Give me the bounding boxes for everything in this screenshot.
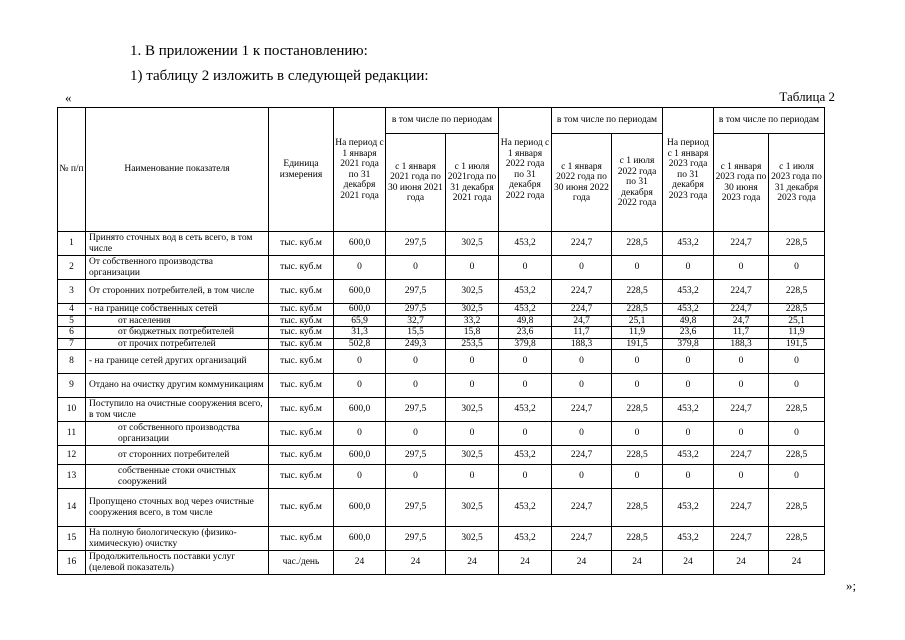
row-value: 600,0 (334, 527, 386, 551)
row-value: 0 (499, 256, 552, 280)
table-row (58, 280, 825, 304)
row-value: 0 (386, 422, 446, 446)
table-row (58, 232, 825, 256)
row-value: 0 (769, 350, 825, 374)
row-indicator-name: Продолжительность поставки услуг (целевой показатель) (86, 551, 269, 575)
row-value: 0 (714, 465, 769, 489)
row-value: 228,5 (769, 398, 825, 422)
header-period-2023: На период с 1 января 2023 года по 31 декабря 2023 года (663, 108, 714, 232)
row-value: 49,8 (663, 315, 714, 327)
header-period-2022: На период с 1 января 2022 года по 31 декабря 2022 года (499, 108, 552, 232)
table-row (58, 304, 825, 316)
row-value: 302,5 (446, 280, 499, 304)
row-value: 228,5 (769, 304, 825, 316)
row-value: 453,2 (663, 280, 714, 304)
row-indicator-name: от собственного производства организации (86, 422, 269, 446)
row-value: 224,7 (714, 527, 769, 551)
row-value: 453,2 (499, 304, 552, 316)
table-row (58, 327, 825, 339)
row-value: 253,5 (446, 338, 499, 350)
row-value: 32,7 (386, 315, 446, 327)
row-value: 453,2 (499, 280, 552, 304)
row-number: 5 (58, 315, 86, 327)
row-value: 24 (499, 551, 552, 575)
row-value: 453,2 (663, 232, 714, 256)
table-row (58, 551, 825, 575)
table-row (58, 446, 825, 465)
row-number: 3 (58, 280, 86, 304)
header-name: Наименование показателя (86, 108, 269, 232)
row-value: 23,6 (663, 327, 714, 339)
table-row (58, 338, 825, 350)
row-unit: тыс. куб.м (269, 256, 334, 280)
row-value: 0 (334, 256, 386, 280)
row-value: 0 (386, 350, 446, 374)
row-value: 453,2 (663, 527, 714, 551)
row-value: 24 (552, 551, 612, 575)
row-value: 228,5 (612, 304, 663, 316)
row-value: 0 (714, 422, 769, 446)
row-value: 24 (446, 551, 499, 575)
row-value: 224,7 (552, 489, 612, 527)
table-row (58, 422, 825, 446)
header-period-2021: На период с 1 января 2021 года по 31 декабря 2021 года (334, 108, 386, 232)
row-value: 0 (714, 256, 769, 280)
row-value: 224,7 (714, 280, 769, 304)
row-indicator-name: от прочих потребителей (86, 338, 269, 350)
row-value: 224,7 (714, 232, 769, 256)
header-h2-2021: с 1 июля 2021года по 31 декабря 2021 года (446, 134, 499, 232)
row-value: 297,5 (386, 489, 446, 527)
row-value: 0 (769, 256, 825, 280)
row-value: 224,7 (714, 489, 769, 527)
row-indicator-name: от населения (86, 315, 269, 327)
row-value: 453,2 (663, 446, 714, 465)
row-value: 228,5 (769, 489, 825, 527)
row-value: 297,5 (386, 398, 446, 422)
row-value: 11,7 (552, 327, 612, 339)
row-number: 10 (58, 398, 86, 422)
row-unit: тыс. куб.м (269, 465, 334, 489)
row-indicator-name: От собственного производства организации (86, 256, 269, 280)
row-value: 0 (334, 374, 386, 398)
row-value: 0 (552, 422, 612, 446)
table-row (58, 374, 825, 398)
row-value: 224,7 (552, 232, 612, 256)
row-value: 453,2 (499, 398, 552, 422)
row-unit: час./день (269, 551, 334, 575)
row-value: 11,9 (769, 327, 825, 339)
intro-line-2: 1) таблицу 2 изложить в следующей редакции: (130, 68, 429, 84)
row-indicator-name: от бюджетных потребителей (86, 327, 269, 339)
row-number: 16 (58, 551, 86, 575)
row-value: 15,5 (386, 327, 446, 339)
row-value: 0 (499, 374, 552, 398)
row-value: 228,5 (612, 232, 663, 256)
row-number: 15 (58, 527, 86, 551)
row-value: 0 (334, 465, 386, 489)
row-number: 9 (58, 374, 86, 398)
row-value: 224,7 (552, 527, 612, 551)
row-value: 0 (714, 350, 769, 374)
header-h1-2023: с 1 января 2023 года по 30 июня 2023 года (714, 134, 769, 232)
row-value: 0 (446, 256, 499, 280)
row-value: 297,5 (386, 446, 446, 465)
row-value: 0 (386, 374, 446, 398)
table-header-row-1 (58, 108, 825, 134)
row-indicator-name: От сторонних потребителей, в том числе (86, 280, 269, 304)
row-value: 0 (612, 350, 663, 374)
row-value: 188,3 (714, 338, 769, 350)
row-number: 2 (58, 256, 86, 280)
table-title: Таблица 2 (779, 89, 835, 104)
table-row (58, 315, 825, 327)
row-value: 24 (769, 551, 825, 575)
row-value: 600,0 (334, 280, 386, 304)
row-value: 0 (769, 374, 825, 398)
row-value: 224,7 (552, 446, 612, 465)
row-unit: тыс. куб.м (269, 374, 334, 398)
row-unit: тыс. куб.м (269, 350, 334, 374)
row-number: 14 (58, 489, 86, 527)
row-value: 65,9 (334, 315, 386, 327)
row-unit: тыс. куб.м (269, 338, 334, 350)
open-quote: « (65, 90, 72, 105)
row-value: 0 (769, 422, 825, 446)
row-value: 24 (612, 551, 663, 575)
row-value: 11,7 (714, 327, 769, 339)
row-indicator-name: На полную биологическую (физико-химическую) очистку (86, 527, 269, 551)
header-h2-2022: с 1 июля 2022 года по 31 декабря 2022 года (612, 134, 663, 232)
row-value: 297,5 (386, 304, 446, 316)
row-unit: тыс. куб.м (269, 398, 334, 422)
row-value: 453,2 (499, 232, 552, 256)
row-value: 0 (386, 256, 446, 280)
row-value: 224,7 (552, 398, 612, 422)
close-quote: »; (846, 578, 857, 593)
row-value: 0 (499, 350, 552, 374)
row-value: 302,5 (446, 398, 499, 422)
row-number: 7 (58, 338, 86, 350)
row-value: 0 (663, 350, 714, 374)
table-row (58, 350, 825, 374)
row-value: 188,3 (552, 338, 612, 350)
row-number: 6 (58, 327, 86, 339)
row-value: 24 (714, 551, 769, 575)
row-value: 302,5 (446, 446, 499, 465)
row-value: 228,5 (612, 489, 663, 527)
row-unit: тыс. куб.м (269, 527, 334, 551)
row-number: 13 (58, 465, 86, 489)
row-value: 297,5 (386, 232, 446, 256)
row-value: 453,2 (663, 398, 714, 422)
row-value: 0 (446, 374, 499, 398)
row-value: 0 (769, 465, 825, 489)
row-number: 4 (58, 304, 86, 316)
row-indicator-name: Отдано на очистку другим коммуникациям (86, 374, 269, 398)
row-value: 24 (334, 551, 386, 575)
row-value: 600,0 (334, 232, 386, 256)
table-row (58, 256, 825, 280)
row-value: 0 (612, 256, 663, 280)
row-value: 297,5 (386, 280, 446, 304)
header-incl-2021: в том числе по периодам (386, 108, 499, 134)
row-value: 600,0 (334, 304, 386, 316)
row-value: 0 (552, 374, 612, 398)
row-value: 24 (663, 551, 714, 575)
row-value: 302,5 (446, 527, 499, 551)
row-value: 0 (612, 374, 663, 398)
row-value: 31,3 (334, 327, 386, 339)
row-indicator-name: Принято сточных вод в сеть всего, в том числе (86, 232, 269, 256)
row-unit: тыс. куб.м (269, 280, 334, 304)
table-row (58, 489, 825, 527)
row-unit: тыс. куб.м (269, 315, 334, 327)
row-value: 0 (663, 422, 714, 446)
row-indicator-name: собственные стоки очистных сооружений (86, 465, 269, 489)
row-unit: тыс. куб.м (269, 327, 334, 339)
row-value: 453,2 (499, 489, 552, 527)
row-value: 600,0 (334, 489, 386, 527)
table-row (58, 465, 825, 489)
row-number: 11 (58, 422, 86, 446)
row-value: 224,7 (552, 280, 612, 304)
row-value: 502,8 (334, 338, 386, 350)
row-value: 224,7 (714, 398, 769, 422)
row-value: 0 (663, 256, 714, 280)
row-value: 0 (612, 422, 663, 446)
row-value: 224,7 (714, 304, 769, 316)
row-value: 600,0 (334, 446, 386, 465)
row-unit: тыс. куб.м (269, 422, 334, 446)
row-value: 228,5 (612, 446, 663, 465)
row-value: 379,8 (499, 338, 552, 350)
row-indicator-name: от сторонних потребителей (86, 446, 269, 465)
row-value: 224,7 (714, 446, 769, 465)
row-value: 0 (446, 465, 499, 489)
row-value: 453,2 (663, 304, 714, 316)
row-value: 0 (663, 374, 714, 398)
header-num: № п/п (58, 108, 86, 232)
row-value: 0 (334, 350, 386, 374)
row-value: 297,5 (386, 527, 446, 551)
row-value: 25,1 (612, 315, 663, 327)
row-value: 11,9 (612, 327, 663, 339)
row-unit: тыс. куб.м (269, 232, 334, 256)
row-value: 228,5 (612, 398, 663, 422)
row-value: 0 (446, 422, 499, 446)
row-unit: тыс. куб.м (269, 304, 334, 316)
table-body (58, 232, 825, 575)
row-value: 453,2 (663, 489, 714, 527)
row-value: 0 (334, 422, 386, 446)
row-value: 24 (386, 551, 446, 575)
row-number: 12 (58, 446, 86, 465)
table-row (58, 398, 825, 422)
row-value: 249,3 (386, 338, 446, 350)
row-value: 24,7 (714, 315, 769, 327)
row-value: 0 (386, 465, 446, 489)
row-value: 228,5 (612, 280, 663, 304)
intro-line-1: 1. В приложении 1 к постановлению: (130, 43, 368, 59)
row-value: 228,5 (769, 446, 825, 465)
row-value: 191,5 (769, 338, 825, 350)
row-value: 228,5 (612, 527, 663, 551)
header-incl-2023: в том числе по периодам (714, 108, 825, 134)
header-incl-2022: в том числе по периодам (552, 108, 663, 134)
row-value: 228,5 (769, 280, 825, 304)
row-value: 0 (552, 256, 612, 280)
row-value: 302,5 (446, 489, 499, 527)
row-value: 0 (663, 465, 714, 489)
row-value: 379,8 (663, 338, 714, 350)
row-value: 24,7 (552, 315, 612, 327)
header-h1-2022: с 1 января 2022 года по 30 июня 2022 года (552, 134, 612, 232)
row-value: 25,1 (769, 315, 825, 327)
row-number: 8 (58, 350, 86, 374)
header-unit: Единица измерения (269, 108, 334, 232)
row-number: 1 (58, 232, 86, 256)
row-value: 600,0 (334, 398, 386, 422)
row-indicator-name: - на границе собственных сетей (86, 304, 269, 316)
header-h1-2021: с 1 января 2021 года по 30 июня 2021 года (386, 134, 446, 232)
row-value: 0 (499, 422, 552, 446)
row-value: 0 (612, 465, 663, 489)
row-value: 23,6 (499, 327, 552, 339)
row-indicator-name: Пропущено сточных вод через очистные сооружения всего, в том числе (86, 489, 269, 527)
row-value: 228,5 (769, 232, 825, 256)
table-row (58, 527, 825, 551)
row-value: 0 (446, 350, 499, 374)
header-h2-2023: с 1 июля 2023 года по 31 декабря 2023 года (769, 134, 825, 232)
row-value: 224,7 (552, 304, 612, 316)
row-value: 49,8 (499, 315, 552, 327)
row-value: 453,2 (499, 527, 552, 551)
indicators-table (57, 107, 825, 575)
row-value: 302,5 (446, 304, 499, 316)
row-value: 0 (552, 465, 612, 489)
row-indicator-name: Поступило на очистные сооружения всего, в том числе (86, 398, 269, 422)
row-value: 191,5 (612, 338, 663, 350)
row-value: 228,5 (769, 527, 825, 551)
row-value: 302,5 (446, 232, 499, 256)
row-unit: тыс. куб.м (269, 489, 334, 527)
row-value: 33,2 (446, 315, 499, 327)
row-value: 0 (714, 374, 769, 398)
row-value: 0 (552, 350, 612, 374)
row-value: 453,2 (499, 446, 552, 465)
row-indicator-name: - на границе сетей других организаций (86, 350, 269, 374)
row-value: 0 (499, 465, 552, 489)
row-value: 15,8 (446, 327, 499, 339)
row-unit: тыс. куб.м (269, 446, 334, 465)
